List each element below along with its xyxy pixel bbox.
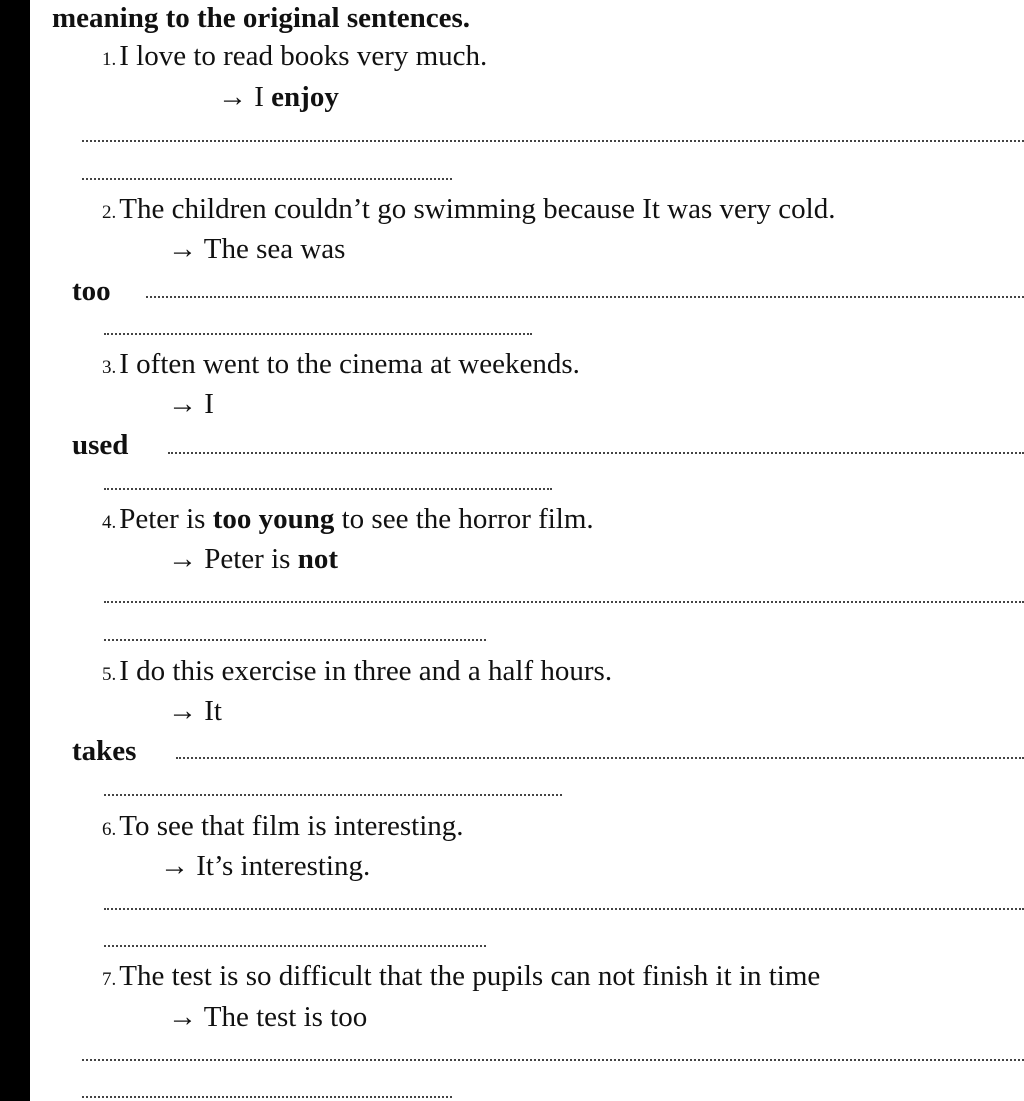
question-number: 2. (102, 202, 117, 223)
question-number: 6. (102, 819, 117, 840)
question-text: I do this exercise in three and a half hours. (119, 655, 613, 687)
question-text: I love to read books very much. (119, 40, 488, 72)
question-text: I often went to the cinema at weekends. (119, 348, 580, 380)
arrow-icon: → (168, 695, 197, 727)
answer-line[interactable] (104, 488, 552, 490)
lead-word: used (72, 429, 129, 461)
question-text: The children couldn’t go swimming because It was very cold. (119, 193, 836, 225)
answer-prompt-2: → The sea was (168, 233, 346, 265)
question-number: 3. (102, 357, 117, 378)
answer-line[interactable] (82, 178, 452, 180)
arrow-icon: → (218, 81, 247, 113)
answer-line[interactable] (104, 333, 532, 335)
question-3 (102, 348, 580, 381)
lead-word: too (72, 275, 111, 307)
question-6 (102, 810, 464, 843)
answer-line[interactable] (168, 452, 1024, 454)
answer-prompt-1: → I enjoy (218, 81, 339, 113)
question-2 (102, 193, 835, 226)
answer-line[interactable] (104, 794, 562, 796)
answer-prompt-3: → I (168, 388, 214, 420)
question-5 (102, 655, 612, 688)
lead-word: takes (72, 735, 137, 767)
question-1 (102, 40, 487, 73)
section-heading: meaning to the original sentences. (52, 2, 471, 34)
answer-line[interactable] (104, 639, 486, 641)
question-4: 4. Peter is too young to see the horror film. (102, 503, 594, 535)
answer-prompt-4: → Peter is not (168, 543, 338, 575)
arrow-icon: → (168, 388, 197, 420)
answer-prompt-7: → The test is too (168, 1001, 368, 1033)
question-number: 7. (102, 969, 117, 990)
answer-line[interactable] (146, 296, 1024, 298)
answer-line[interactable] (176, 757, 1024, 759)
arrow-icon: → (160, 850, 189, 882)
answer-line[interactable] (82, 140, 1024, 142)
question-7 (102, 960, 820, 993)
question-number: 4. (102, 512, 117, 533)
arrow-icon: → (168, 233, 197, 265)
answer-prompt-5: → It (168, 695, 222, 727)
answer-line[interactable] (82, 1096, 452, 1098)
answer-line[interactable] (104, 908, 1024, 910)
question-text: To see that film is interesting. (119, 810, 464, 842)
arrow-icon: → (168, 543, 197, 575)
question-number: 1. (102, 49, 117, 70)
answer-line[interactable] (104, 601, 1024, 603)
answer-line[interactable] (82, 1059, 1024, 1061)
left-black-border (0, 0, 30, 1101)
answer-line[interactable] (104, 945, 486, 947)
question-text: The test is so difficult that the pupils can not finish it in time (119, 960, 821, 992)
question-number: 5. (102, 664, 117, 685)
answer-prompt-6: → It’s interesting. (160, 850, 371, 882)
arrow-icon: → (168, 1001, 197, 1033)
